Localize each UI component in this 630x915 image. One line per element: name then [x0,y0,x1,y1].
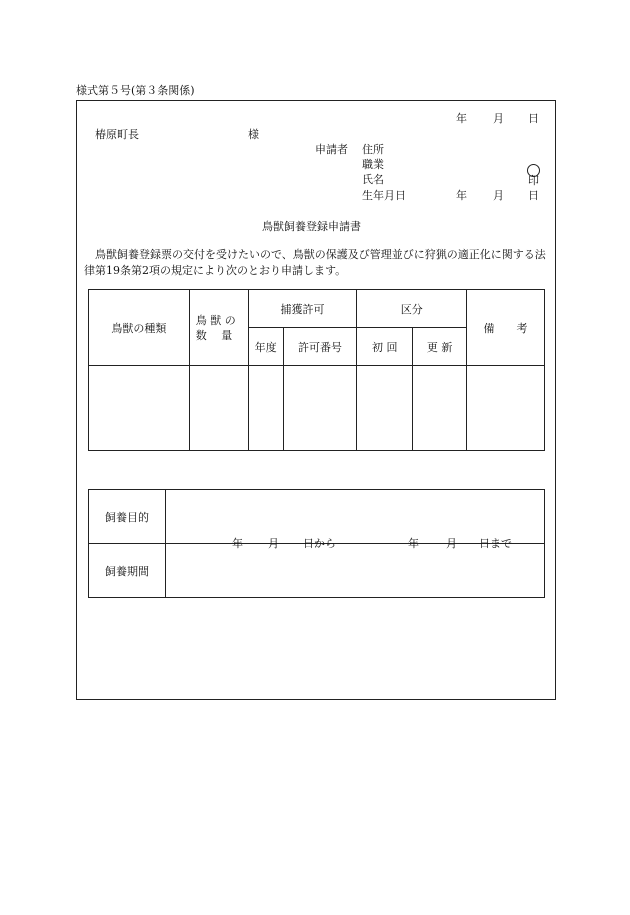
applicant-label: 申請者 [315,143,348,156]
cell-remarks[interactable] [467,366,545,451]
cell-year[interactable] [248,366,283,451]
body-paragraph: 鳥獣飼養登録票の交付を受けたいので、鳥獣の保護及び管理並びに狩猟の適正化に関する法律第19条第2項の規定により次のとおり申請します。 [84,248,546,277]
cell-initial[interactable] [357,366,413,451]
applicant-occupation: 職業 [362,158,384,171]
birth-month: 月 [493,189,504,202]
header-category: 区分 [357,290,467,328]
document-title: 鳥獣飼養登録申請書 [262,220,361,233]
cell-purpose[interactable] [166,490,545,544]
header-quantity-top: 鳥 獣 の [195,313,236,327]
period-from-month: 月 [268,537,279,550]
purpose-period-table [88,489,545,598]
cell-permit-number[interactable] [283,366,357,451]
period-from-day: 日から [303,537,336,550]
period-to-month: 月 [446,537,457,550]
header-renewal: 更 新 [413,328,467,366]
header-quantity [189,290,248,366]
addressee-town: 椿原町長 [95,128,139,141]
birth-day: 日 [528,189,539,202]
header-year: 年度 [248,328,283,366]
period-to-day: 日まで [479,537,512,550]
header-capture-permit: 捕獲許可 [248,290,357,328]
applicant-seal: 印 [528,174,539,187]
header-initial: 初 回 [357,328,413,366]
applicant-address: 住所 [362,143,384,156]
form-label: 様式第５号(第３条関係) [76,84,195,97]
addressee-honorific: 様 [248,128,259,141]
label-period: 飼養期間 [89,544,166,598]
header-permit-number: 許可番号 [283,328,357,366]
birth-year: 年 [456,189,467,202]
cell-quantity[interactable] [189,366,248,451]
cell-period[interactable] [166,537,545,598]
header-quantity-bottom: 数 量 [195,328,233,342]
date-year: 年 [456,112,467,125]
species-table [88,289,545,451]
applicant-birthdate: 生年月日 [362,189,406,202]
applicant-name: 氏名 [362,173,384,186]
date-day: 日 [528,112,539,125]
cell-renewal[interactable] [413,366,467,451]
period-to-year: 年 [408,537,419,550]
header-remarks: 備 考 [467,290,545,366]
date-month: 月 [493,112,504,125]
cell-species[interactable] [89,366,190,451]
label-purpose: 飼養目的 [89,490,166,544]
header-species: 鳥獣の種類 [89,290,190,366]
period-from-year: 年 [232,537,243,550]
